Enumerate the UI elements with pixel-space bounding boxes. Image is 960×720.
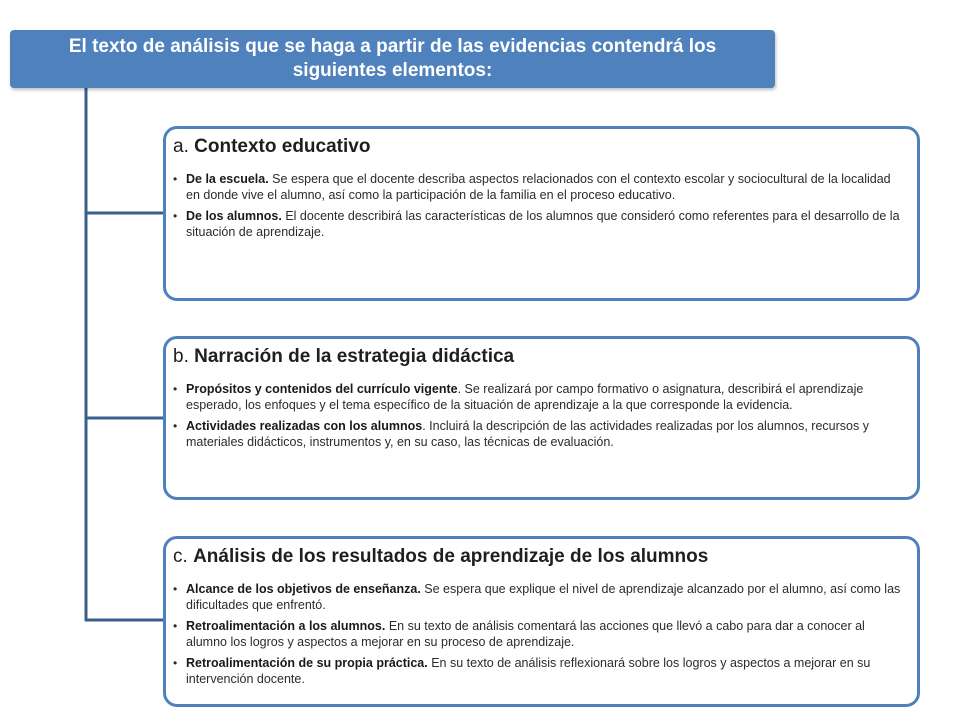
section-letter: a. (173, 136, 189, 157)
bullet-list (173, 581, 901, 687)
header-box (10, 30, 775, 88)
section-box-analisis (163, 536, 920, 707)
item-text: Se espera que el docente describa aspectos relacionados con el contexto escolar y sociocultural de la localidad en donde vive el alumno, así como la participación de la familia en el proceso educativo. (186, 172, 891, 202)
list-item (173, 208, 901, 240)
item-text: Se espera que explique el nivel de aprendizaje alcanzado por el alumno, así como las dificultades que enfrentó. (186, 582, 901, 612)
section-title (173, 345, 901, 369)
bullet-list (173, 381, 901, 450)
list-item (173, 655, 901, 687)
list-item (173, 581, 901, 613)
header-title: El texto de análisis que se haga a partir de las evidencias contendrá los siguientes elementos: (68, 36, 717, 81)
item-text: En su texto de análisis comentará las acciones que llevó a cabo para dar a conocer al alumno los logros y aspectos a mejorar en su proceso de aprendizaje. (186, 619, 865, 649)
list-item (173, 381, 901, 413)
list-item (173, 618, 901, 650)
item-lead: Retroalimentación a los alumnos. (186, 619, 386, 633)
section-box-narracion (163, 336, 920, 500)
list-item (173, 418, 901, 450)
section-name: Análisis de los resultados de aprendizaje de los alumnos (193, 546, 709, 567)
item-text: En su texto de análisis reflexionará sobre los logros y aspectos a mejorar en su intervención docente. (186, 656, 871, 686)
item-text: . Incluirá la descripción de las actividades realizadas por los alumnos, recursos y materiales didácticos, instrumentos y, en su caso, las técnicas de evaluación. (186, 419, 869, 449)
item-lead: De la escuela. (186, 172, 269, 186)
item-lead: Actividades realizadas con los alumnos (186, 419, 423, 433)
section-letter: b. (173, 346, 189, 367)
section-title (173, 545, 901, 569)
section-title (173, 135, 901, 159)
section-name: Narración de la estrategia didáctica (194, 346, 515, 367)
item-lead: Propósitos y contenidos del currículo vigente (186, 382, 458, 396)
list-item (173, 171, 901, 203)
section-letter: c. (173, 546, 188, 567)
item-lead: Alcance de los objetivos de enseñanza. (186, 582, 421, 596)
item-text: El docente describirá las características de los alumnos que consideró como referentes para el desarrollo de la situación de aprendizaje. (186, 209, 900, 239)
item-lead: De los alumnos. (186, 209, 282, 223)
section-box-contexto (163, 126, 920, 301)
section-name: Contexto educativo (194, 136, 371, 157)
item-lead: Retroalimentación de su propia práctica. (186, 656, 428, 670)
item-text: . Se realizará por campo formativo o asignatura, describirá el aprendizaje esperado, los enfoques y el tema específico de la situación de aprendizaje a la que corresponde la evidencia. (186, 382, 864, 412)
bullet-list (173, 171, 901, 240)
